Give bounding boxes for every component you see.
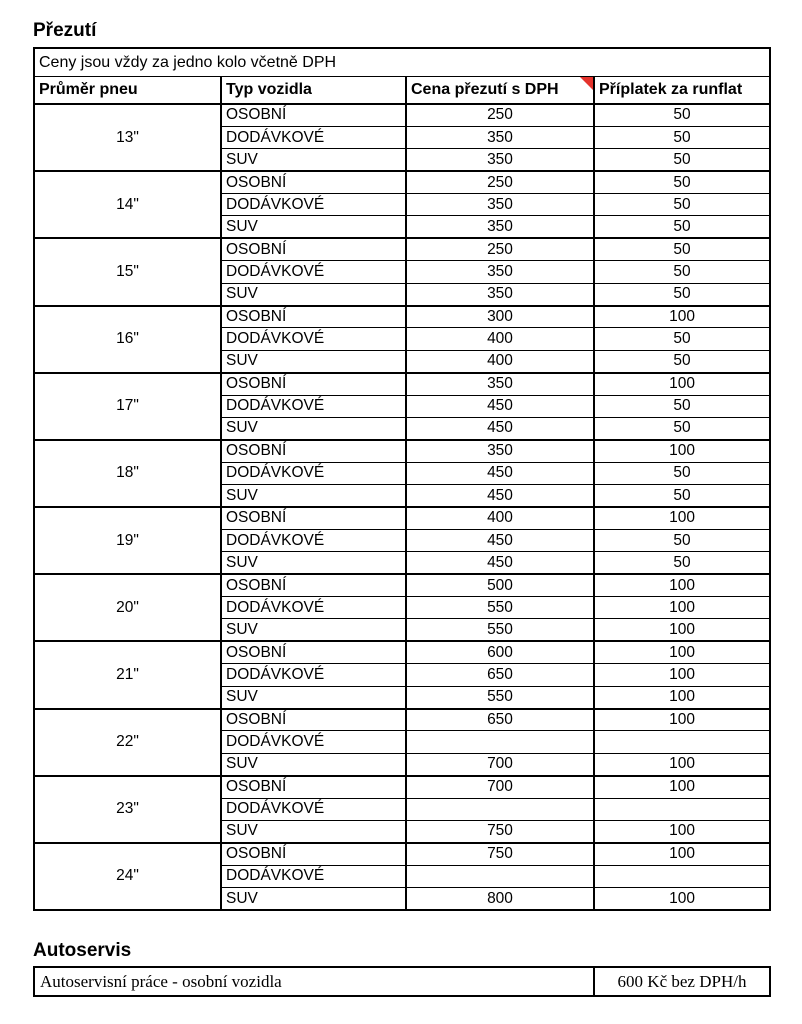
price-cell: 600 bbox=[406, 641, 594, 663]
runflat-cell: 100 bbox=[594, 641, 770, 663]
vehicle-type-cell: OSOBNÍ bbox=[221, 641, 406, 663]
diameter-cell: 14" bbox=[34, 171, 221, 238]
vehicle-type-cell: DODÁVKOVÉ bbox=[221, 597, 406, 619]
col-header-price-label: Cena přezutí s DPH bbox=[411, 81, 559, 98]
price-row bbox=[34, 238, 770, 260]
runflat-cell: 50 bbox=[594, 104, 770, 126]
diameter-cell: 18" bbox=[34, 440, 221, 507]
vehicle-type-cell: DODÁVKOVÉ bbox=[221, 664, 406, 686]
runflat-cell: 50 bbox=[594, 328, 770, 350]
runflat-cell: 100 bbox=[594, 306, 770, 328]
price-cell: 350 bbox=[406, 261, 594, 283]
price-cell: 750 bbox=[406, 843, 594, 865]
price-row bbox=[34, 373, 770, 395]
col-header-vehicle-type: Typ vozidla bbox=[221, 77, 406, 105]
price-cell: 250 bbox=[406, 238, 594, 260]
vehicle-type-cell: DODÁVKOVÉ bbox=[221, 328, 406, 350]
price-cell: 350 bbox=[406, 126, 594, 148]
price-cell: 450 bbox=[406, 462, 594, 484]
runflat-cell: 100 bbox=[594, 709, 770, 731]
diameter-cell: 22" bbox=[34, 709, 221, 776]
autoservis-table-body bbox=[34, 967, 770, 996]
price-cell: 400 bbox=[406, 507, 594, 529]
price-cell: 550 bbox=[406, 686, 594, 708]
prices-table-body bbox=[34, 104, 770, 910]
price-cell: 550 bbox=[406, 619, 594, 641]
autoservis-table bbox=[33, 966, 771, 997]
caption-row bbox=[34, 48, 770, 77]
runflat-cell: 100 bbox=[594, 753, 770, 775]
comment-marker-icon bbox=[580, 77, 593, 90]
price-cell bbox=[406, 731, 594, 753]
price-cell: 350 bbox=[406, 373, 594, 395]
service-row bbox=[34, 967, 770, 996]
vehicle-type-cell: OSOBNÍ bbox=[221, 776, 406, 798]
vehicle-type-cell: SUV bbox=[221, 552, 406, 574]
vehicle-type-cell: OSOBNÍ bbox=[221, 843, 406, 865]
price-cell: 350 bbox=[406, 440, 594, 462]
vehicle-type-cell: OSOBNÍ bbox=[221, 709, 406, 731]
vehicle-type-cell: DODÁVKOVÉ bbox=[221, 126, 406, 148]
price-row bbox=[34, 709, 770, 731]
price-row bbox=[34, 440, 770, 462]
diameter-cell: 15" bbox=[34, 238, 221, 305]
section-title-autoservis: Autoservis bbox=[33, 940, 132, 962]
price-cell: 450 bbox=[406, 395, 594, 417]
price-cell: 350 bbox=[406, 149, 594, 171]
runflat-cell: 100 bbox=[594, 821, 770, 843]
vehicle-type-cell: DODÁVKOVÉ bbox=[221, 194, 406, 216]
vehicle-type-cell: DODÁVKOVÉ bbox=[221, 529, 406, 551]
vehicle-type-cell: SUV bbox=[221, 149, 406, 171]
vehicle-type-cell: DODÁVKOVÉ bbox=[221, 798, 406, 820]
diameter-cell: 19" bbox=[34, 507, 221, 574]
service-price-cell: 600 Kč bez DPH/h bbox=[594, 967, 770, 996]
vehicle-type-cell: SUV bbox=[221, 821, 406, 843]
runflat-cell: 50 bbox=[594, 283, 770, 305]
prices-table bbox=[33, 47, 771, 911]
price-cell: 250 bbox=[406, 104, 594, 126]
vehicle-type-cell: SUV bbox=[221, 417, 406, 439]
price-row bbox=[34, 507, 770, 529]
runflat-cell: 100 bbox=[594, 574, 770, 596]
price-cell: 700 bbox=[406, 776, 594, 798]
runflat-cell: 100 bbox=[594, 664, 770, 686]
vehicle-type-cell: SUV bbox=[221, 619, 406, 641]
runflat-cell: 100 bbox=[594, 843, 770, 865]
runflat-cell: 50 bbox=[594, 216, 770, 238]
price-row bbox=[34, 641, 770, 663]
diameter-cell: 24" bbox=[34, 843, 221, 910]
price-cell: 500 bbox=[406, 574, 594, 596]
vehicle-type-cell: DODÁVKOVÉ bbox=[221, 865, 406, 887]
price-row bbox=[34, 171, 770, 193]
diameter-cell: 20" bbox=[34, 574, 221, 641]
runflat-cell: 50 bbox=[594, 485, 770, 507]
price-cell: 750 bbox=[406, 821, 594, 843]
price-row bbox=[34, 776, 770, 798]
vehicle-type-cell: SUV bbox=[221, 888, 406, 910]
runflat-cell: 50 bbox=[594, 261, 770, 283]
diameter-cell: 16" bbox=[34, 306, 221, 373]
col-header-price bbox=[406, 77, 594, 105]
price-cell bbox=[406, 865, 594, 887]
runflat-cell: 100 bbox=[594, 776, 770, 798]
price-cell: 350 bbox=[406, 216, 594, 238]
price-cell: 550 bbox=[406, 597, 594, 619]
vehicle-type-cell: SUV bbox=[221, 485, 406, 507]
price-row bbox=[34, 104, 770, 126]
vehicle-type-cell: OSOBNÍ bbox=[221, 238, 406, 260]
header-row bbox=[34, 77, 770, 105]
vehicle-type-cell: SUV bbox=[221, 283, 406, 305]
vehicle-type-cell: DODÁVKOVÉ bbox=[221, 395, 406, 417]
runflat-cell: 100 bbox=[594, 686, 770, 708]
runflat-cell: 100 bbox=[594, 507, 770, 529]
runflat-cell: 50 bbox=[594, 238, 770, 260]
runflat-cell: 100 bbox=[594, 888, 770, 910]
runflat-cell: 50 bbox=[594, 126, 770, 148]
col-header-runflat: Příplatek za runflat bbox=[594, 77, 770, 105]
runflat-cell: 50 bbox=[594, 529, 770, 551]
diameter-cell: 23" bbox=[34, 776, 221, 843]
diameter-cell: 13" bbox=[34, 104, 221, 171]
price-cell: 450 bbox=[406, 529, 594, 551]
vehicle-type-cell: SUV bbox=[221, 753, 406, 775]
vehicle-type-cell: DODÁVKOVÉ bbox=[221, 731, 406, 753]
diameter-cell: 21" bbox=[34, 641, 221, 708]
runflat-cell: 50 bbox=[594, 171, 770, 193]
price-cell: 250 bbox=[406, 171, 594, 193]
price-cell: 400 bbox=[406, 350, 594, 372]
page-title: Přezutí bbox=[33, 20, 97, 41]
vehicle-type-cell: SUV bbox=[221, 350, 406, 372]
price-cell: 450 bbox=[406, 417, 594, 439]
vehicle-type-cell: DODÁVKOVÉ bbox=[221, 261, 406, 283]
runflat-cell: 50 bbox=[594, 149, 770, 171]
runflat-cell: 100 bbox=[594, 440, 770, 462]
price-row bbox=[34, 306, 770, 328]
price-cell: 350 bbox=[406, 194, 594, 216]
price-row bbox=[34, 843, 770, 865]
vehicle-type-cell: DODÁVKOVÉ bbox=[221, 462, 406, 484]
service-label-cell: Autoservisní práce - osobní vozidla bbox=[34, 967, 594, 996]
vehicle-type-cell: OSOBNÍ bbox=[221, 440, 406, 462]
runflat-cell: 100 bbox=[594, 373, 770, 395]
col-header-diameter: Průměr pneu bbox=[34, 77, 221, 105]
price-cell: 400 bbox=[406, 328, 594, 350]
runflat-cell: 50 bbox=[594, 417, 770, 439]
runflat-cell: 100 bbox=[594, 619, 770, 641]
price-cell: 650 bbox=[406, 664, 594, 686]
vehicle-type-cell: SUV bbox=[221, 216, 406, 238]
vehicle-type-cell: OSOBNÍ bbox=[221, 171, 406, 193]
runflat-cell bbox=[594, 865, 770, 887]
price-cell: 450 bbox=[406, 485, 594, 507]
runflat-cell: 50 bbox=[594, 552, 770, 574]
runflat-cell bbox=[594, 731, 770, 753]
runflat-cell: 100 bbox=[594, 597, 770, 619]
price-cell: 650 bbox=[406, 709, 594, 731]
vehicle-type-cell: OSOBNÍ bbox=[221, 306, 406, 328]
price-cell: 450 bbox=[406, 552, 594, 574]
runflat-cell: 50 bbox=[594, 395, 770, 417]
price-cell: 700 bbox=[406, 753, 594, 775]
price-cell: 350 bbox=[406, 283, 594, 305]
vehicle-type-cell: OSOBNÍ bbox=[221, 373, 406, 395]
price-cell: 300 bbox=[406, 306, 594, 328]
price-cell: 800 bbox=[406, 888, 594, 910]
price-cell bbox=[406, 798, 594, 820]
price-row bbox=[34, 574, 770, 596]
vehicle-type-cell: SUV bbox=[221, 686, 406, 708]
diameter-cell: 17" bbox=[34, 373, 221, 440]
vehicle-type-cell: OSOBNÍ bbox=[221, 507, 406, 529]
vehicle-type-cell: OSOBNÍ bbox=[221, 574, 406, 596]
runflat-cell: 50 bbox=[594, 462, 770, 484]
runflat-cell: 50 bbox=[594, 194, 770, 216]
vehicle-type-cell: OSOBNÍ bbox=[221, 104, 406, 126]
runflat-cell bbox=[594, 798, 770, 820]
runflat-cell: 50 bbox=[594, 350, 770, 372]
table-caption: Ceny jsou vždy za jedno kolo včetně DPH bbox=[34, 48, 770, 77]
